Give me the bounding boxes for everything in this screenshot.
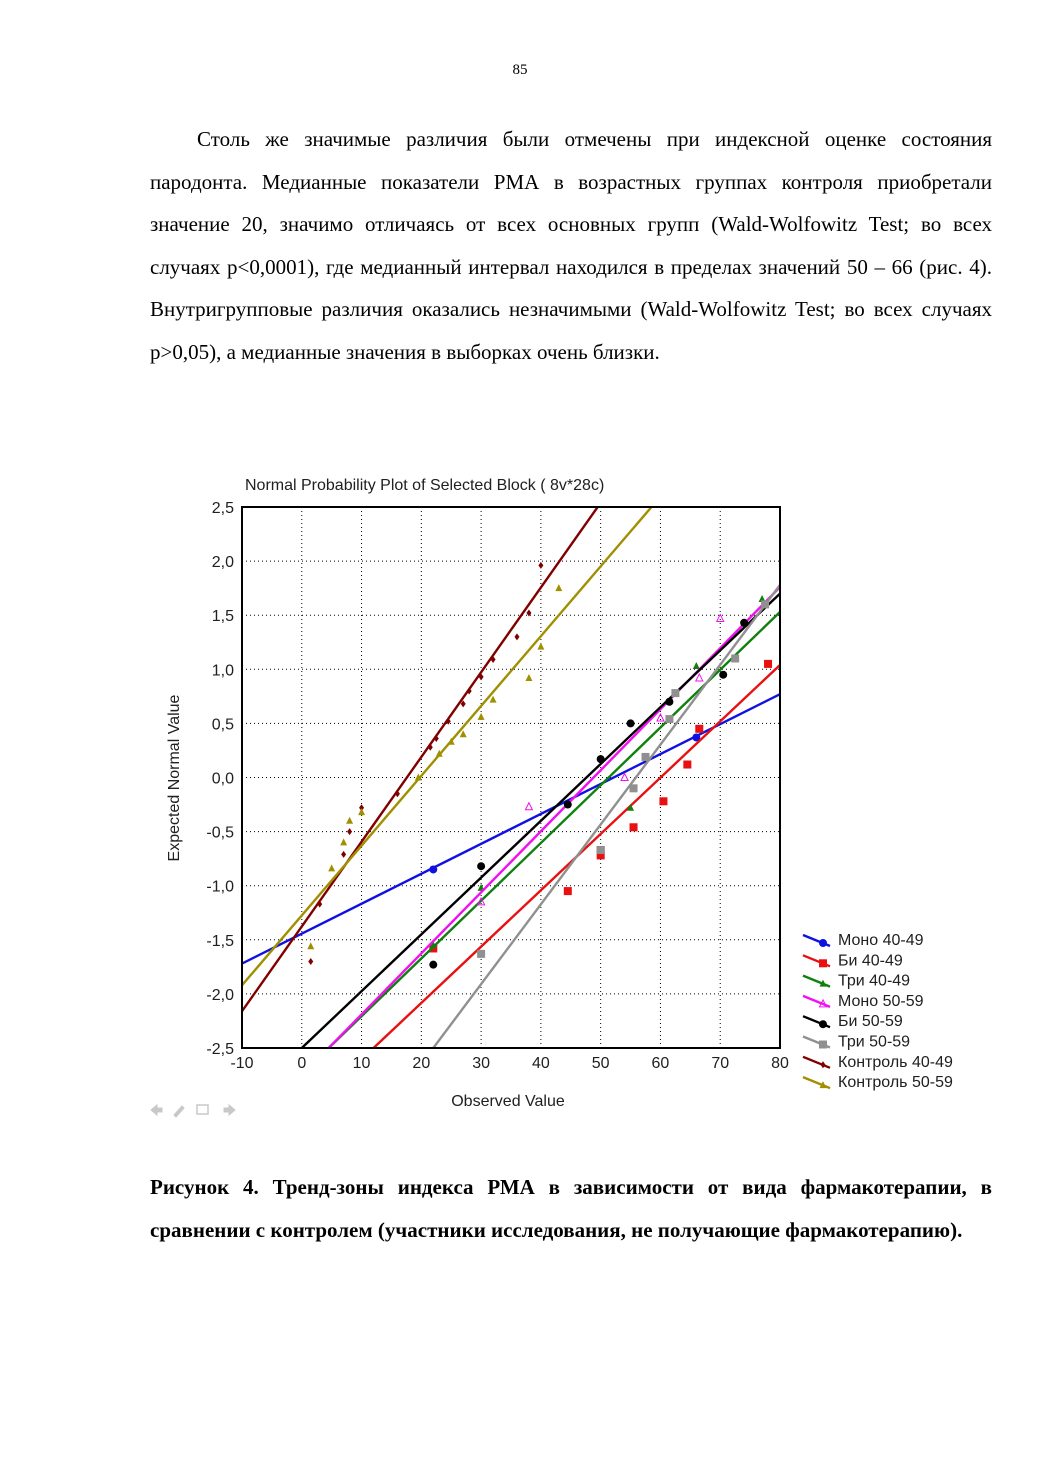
x-tick-label: 30 <box>472 1055 491 1072</box>
data-point <box>740 619 748 627</box>
chart <box>145 462 990 1127</box>
data-point <box>630 823 638 831</box>
legend-label: Контроль 50-59 <box>838 1074 953 1092</box>
data-point <box>564 801 572 809</box>
x-tick-label: 10 <box>352 1055 371 1072</box>
legend-label: Би 50-59 <box>838 1013 903 1031</box>
data-point <box>719 671 727 679</box>
y-tick-label: 2,0 <box>211 554 234 572</box>
x-tick-label: 0 <box>297 1055 307 1072</box>
data-point <box>731 654 739 662</box>
legend-label: Моно 40-49 <box>838 932 924 949</box>
chart-title: Normal Probability Plot of Selected Block ( 8v*28c) <box>245 477 605 494</box>
y-tick-label: 2,5 <box>211 500 234 517</box>
data-point <box>659 797 667 805</box>
y-axis-label: Expected Normal Value <box>166 694 183 862</box>
x-tick-label: 40 <box>531 1055 550 1072</box>
data-point <box>429 865 437 873</box>
data-point <box>671 689 679 697</box>
y-tick-label: 0,5 <box>211 716 234 734</box>
data-point <box>665 715 673 723</box>
data-point <box>564 887 572 895</box>
legend-marker <box>819 1020 827 1028</box>
legend-label: Три 50-59 <box>838 1033 911 1051</box>
data-point <box>630 784 638 792</box>
figure-caption: Рисунок 4. Тренд-зоны индекса РМА в зависимости от вида фармакотерапии, в сравнении с контролем (участники исследования, не получающие фармакотерапию). <box>150 1175 992 1242</box>
page-number: 85 <box>512 62 528 78</box>
data-point <box>597 846 605 854</box>
data-point <box>627 719 635 727</box>
legend-label: Моно 50-59 <box>838 992 924 1010</box>
data-point <box>477 862 485 870</box>
x-tick-label: 20 <box>412 1055 431 1072</box>
x-tick-label: -10 <box>230 1055 254 1072</box>
paragraph: Столь же значимые различия были отмечены при индексной оценке состояния пародонта. Медианные показатели РМА в возрастных группах контроля приобретали значение 20, значимо отличаясь от всех основных групп (Wald-Wolfowitz Test; во всех случаях p<0,0001), где медианный интервал находился в пределах значений 50 – 66 (рис. 4). Внутригрупповые различия оказались незначимыми (Wald-Wolfowitz Test; во всех случаях p>0,05), а медианные значения в выборках очень близки. <box>150 127 992 364</box>
y-tick-label: -0,5 <box>206 824 234 842</box>
data-point <box>761 600 769 608</box>
y-tick-label: -1,0 <box>206 878 234 896</box>
legend-marker <box>819 959 827 967</box>
legend-label: Би 40-49 <box>838 952 903 970</box>
data-point <box>683 761 691 769</box>
body-text <box>150 118 992 373</box>
data-point <box>665 698 673 706</box>
x-tick-label: 50 <box>591 1055 610 1072</box>
legend-marker <box>819 1041 827 1049</box>
y-tick-label: 1,5 <box>211 608 234 626</box>
y-tick-label: -2,0 <box>206 986 234 1004</box>
data-point <box>597 755 605 763</box>
y-tick-label: -1,5 <box>206 932 234 950</box>
data-point <box>429 961 437 969</box>
legend-label: Контроль 40-49 <box>838 1053 953 1071</box>
data-point <box>695 725 703 733</box>
data-point <box>477 950 485 958</box>
legend-marker <box>819 939 827 947</box>
x-axis-label: Observed Value <box>451 1093 565 1110</box>
data-point <box>642 753 650 761</box>
figure <box>145 462 990 1127</box>
legend-label: Три 40-49 <box>838 972 911 990</box>
x-tick-label: 60 <box>651 1055 670 1072</box>
x-tick-label: 80 <box>771 1055 789 1072</box>
y-tick-label: 0,0 <box>211 770 234 788</box>
x-tick-label: 70 <box>711 1055 730 1072</box>
y-tick-label: -2,5 <box>206 1041 234 1058</box>
y-tick-label: 1,0 <box>211 662 234 680</box>
data-point <box>764 660 772 668</box>
